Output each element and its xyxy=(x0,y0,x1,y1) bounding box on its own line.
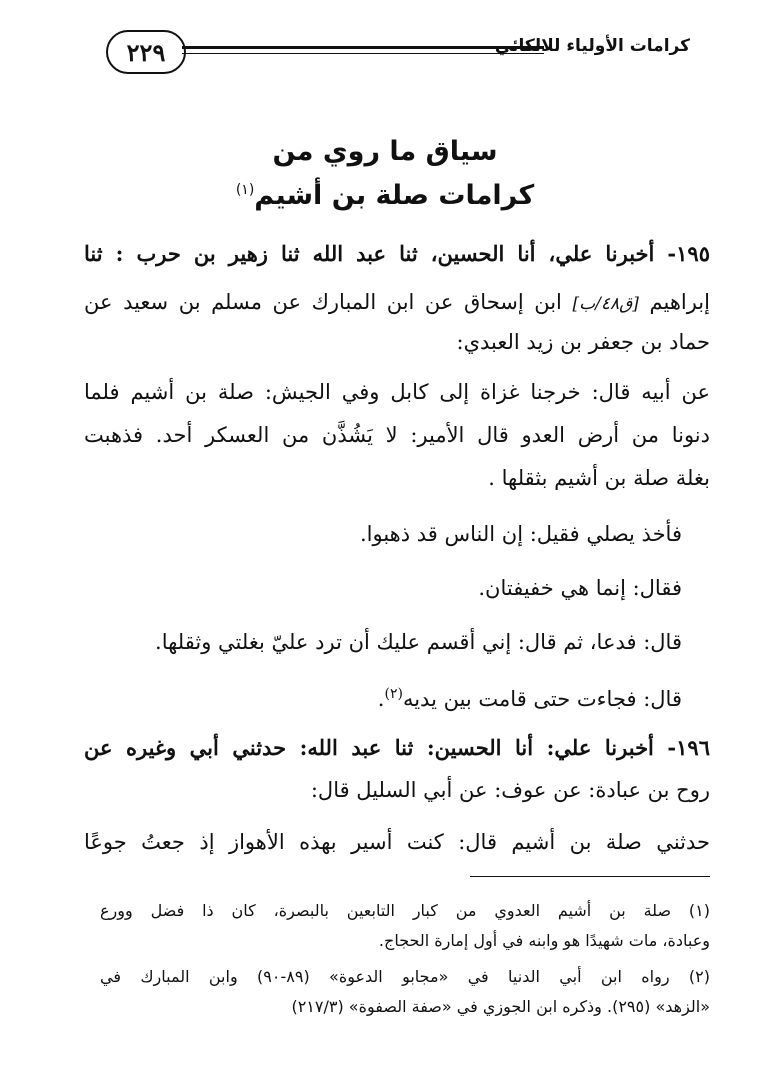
text-line-8: فقال: إنما هي خفيفتان. xyxy=(478,576,682,600)
chapter-title-line2 xyxy=(100,180,670,211)
footnote-ref-2: (٢) xyxy=(384,686,403,702)
footnote-2-line-2: «الزهد» (٢٩٥). وذكره ابن الجوزي في «صفة الصفوة» (٢١٧/٣) xyxy=(291,997,710,1016)
footnote-1-line-2: وعبادة، مات شهيدًا هو وابنه في أول إمارة الحجاج. xyxy=(378,931,710,950)
text-fragment: . xyxy=(377,687,385,711)
text-line-7: فأخذ يصلي فقيل: إن الناس قد ذهبوا. xyxy=(359,522,682,546)
footnote-separator xyxy=(470,876,710,877)
text-line-13: حدثني صلة بن أشيم قال: كنت أسير بهذه الأهواز إذ جعتُ جوعًا xyxy=(84,830,710,854)
text-line-4: عن أبيه قال: خرجنا غزاة إلى كابل وفي الجيش: صلة بن أشيم فلما xyxy=(84,380,710,404)
page-number: ٢٢٩ xyxy=(106,30,186,74)
text-line-12: روح بن عبادة: عن عوف: عن أبي السليل قال: xyxy=(310,778,710,802)
footnote-ref-1: (١) xyxy=(235,182,255,198)
header-rule-thick xyxy=(182,46,544,49)
text-fragment: إبراهيم xyxy=(649,290,710,314)
text-line-5: دنونا من أرض العدو قال الأمير: لا يَشُذَّن من العسكر أحد. فذهبت xyxy=(84,423,710,447)
text-line-9: قال: فدعا، ثم قال: إني أقسم عليك أن ترد عليّ بغلتي وثقلها. xyxy=(155,630,682,654)
text-line-10 xyxy=(378,680,682,713)
running-title: كرامات الأولياء للالكائي xyxy=(494,36,690,56)
footnote-2-line-1: (٢) رواه ابن أبي الدنيا في «مجابو الدعوة» (٨٩-٩٠) وابن المبارك في xyxy=(100,967,711,986)
hadith-text: ١٩٦- أخبرنا علي: أنا الحسين: ثنا عبد الله: حدثني أبي وغيره عن xyxy=(84,735,710,760)
footnote-1-line-1: (١) صلة بن أشيم العدوي من كبار التابعين بالبصرة، كان ذا فضل وورع xyxy=(100,901,710,920)
text-line-11 xyxy=(84,734,710,762)
text-fragment: قال: فجاءت حتى قامت بين يديه xyxy=(402,687,682,711)
text-fragment: ابن إسحاق عن ابن المبارك عن مسلم بن سعيد عن xyxy=(84,290,562,314)
chapter-title-line1: سياق ما روي من xyxy=(272,136,498,167)
text-line-3: حماد بن جعفر بن زيد العبدي: xyxy=(456,330,710,354)
text-line-6: بغلة صلة بن أشيم بثقلها . xyxy=(488,466,710,490)
chapter-title-text: كرامات صلة بن أشيم xyxy=(254,180,535,211)
text-line-1 xyxy=(84,240,710,268)
manuscript-folio-ref: [ق٤٨/ب] xyxy=(572,294,639,314)
header-rule-thin xyxy=(182,53,544,54)
hadith-text: ١٩٥- أخبرنا علي، أنا الحسين، ثنا عبد الله ثنا زهير بن حرب : ثنا xyxy=(84,241,710,266)
page-header xyxy=(106,28,690,78)
text-line-2 xyxy=(84,288,710,318)
